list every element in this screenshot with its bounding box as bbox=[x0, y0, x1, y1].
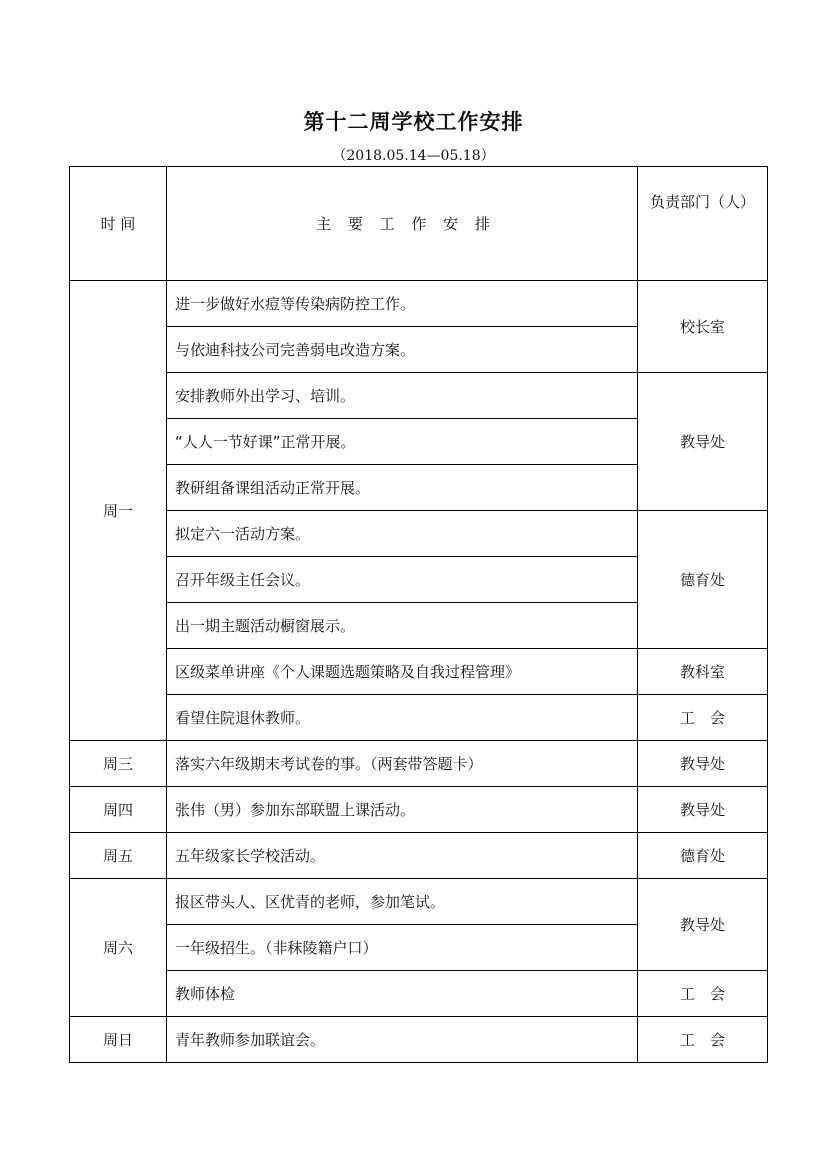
header-time: 时 间 bbox=[70, 167, 167, 281]
table-row bbox=[70, 787, 768, 833]
day-cell-sun: 周日 bbox=[70, 1017, 167, 1063]
table-row bbox=[70, 695, 768, 741]
table-row bbox=[70, 879, 768, 925]
task-cell: 拟定六一活动方案。 bbox=[167, 511, 638, 557]
table-row bbox=[70, 833, 768, 879]
table-row bbox=[70, 1017, 768, 1063]
day-cell-sat: 周六 bbox=[70, 879, 167, 1017]
day-cell-thu: 周四 bbox=[70, 787, 167, 833]
dept-cell: 教导处 bbox=[638, 741, 768, 787]
table-row bbox=[70, 741, 768, 787]
dept-cell: 工 会 bbox=[638, 695, 768, 741]
task-cell: 区级菜单讲座《个人课题选题策略及自我过程管理》 bbox=[167, 649, 638, 695]
task-cell: 出一期主题活动橱窗展示。 bbox=[167, 603, 638, 649]
task-cell: 五年级家长学校活动。 bbox=[167, 833, 638, 879]
task-cell: “人人一节好课”正常开展。 bbox=[167, 419, 638, 465]
date-range: （2018.05.14—05.18） bbox=[332, 148, 495, 164]
task-cell: 召开年级主任会议。 bbox=[167, 557, 638, 603]
header-task: 主 要 工 作 安 排 bbox=[167, 167, 638, 281]
header-row bbox=[70, 167, 768, 281]
task-cell: 教师体检 bbox=[167, 971, 638, 1017]
day-cell-wed: 周三 bbox=[70, 741, 167, 787]
dept-cell: 校长室 bbox=[638, 281, 768, 373]
task-cell: 张伟（男）参加东部联盟上课活动。 bbox=[167, 787, 638, 833]
table-row bbox=[70, 281, 768, 327]
dept-cell: 教导处 bbox=[638, 373, 768, 511]
task-cell: 与依迪科技公司完善弱电改造方案。 bbox=[167, 327, 638, 373]
dept-cell: 德育处 bbox=[638, 833, 768, 879]
task-cell: 一年级招生。（非秣陵籍户口） bbox=[167, 925, 638, 971]
task-cell: 看望住院退休教师。 bbox=[167, 695, 638, 741]
table-row bbox=[70, 971, 768, 1017]
dept-cell: 教导处 bbox=[638, 879, 768, 971]
task-cell: 报区带头人、区优青的老师，参加笔试。 bbox=[167, 879, 638, 925]
day-cell-mon: 周一 bbox=[70, 281, 167, 741]
dept-cell: 工 会 bbox=[638, 971, 768, 1017]
dept-cell: 工 会 bbox=[638, 1017, 768, 1063]
task-cell: 安排教师外出学习、培训。 bbox=[167, 373, 638, 419]
dept-cell: 德育处 bbox=[638, 511, 768, 649]
schedule-table bbox=[69, 166, 768, 1063]
dept-cell: 教导处 bbox=[638, 787, 768, 833]
day-cell-fri: 周五 bbox=[70, 833, 167, 879]
task-cell: 落实六年级期末考试卷的事。（两套带答题卡） bbox=[167, 741, 638, 787]
table-row bbox=[70, 649, 768, 695]
task-cell: 进一步做好水痘等传染病防控工作。 bbox=[167, 281, 638, 327]
table-row bbox=[70, 373, 768, 419]
dept-cell: 教科室 bbox=[638, 649, 768, 695]
task-cell: 教研组备课组活动正常开展。 bbox=[167, 465, 638, 511]
header-dept: 负责部门（人） bbox=[638, 167, 768, 281]
page-title: 第十二周学校工作安排 bbox=[303, 109, 524, 134]
table-row bbox=[70, 511, 768, 557]
task-cell: 青年教师参加联谊会。 bbox=[167, 1017, 638, 1063]
